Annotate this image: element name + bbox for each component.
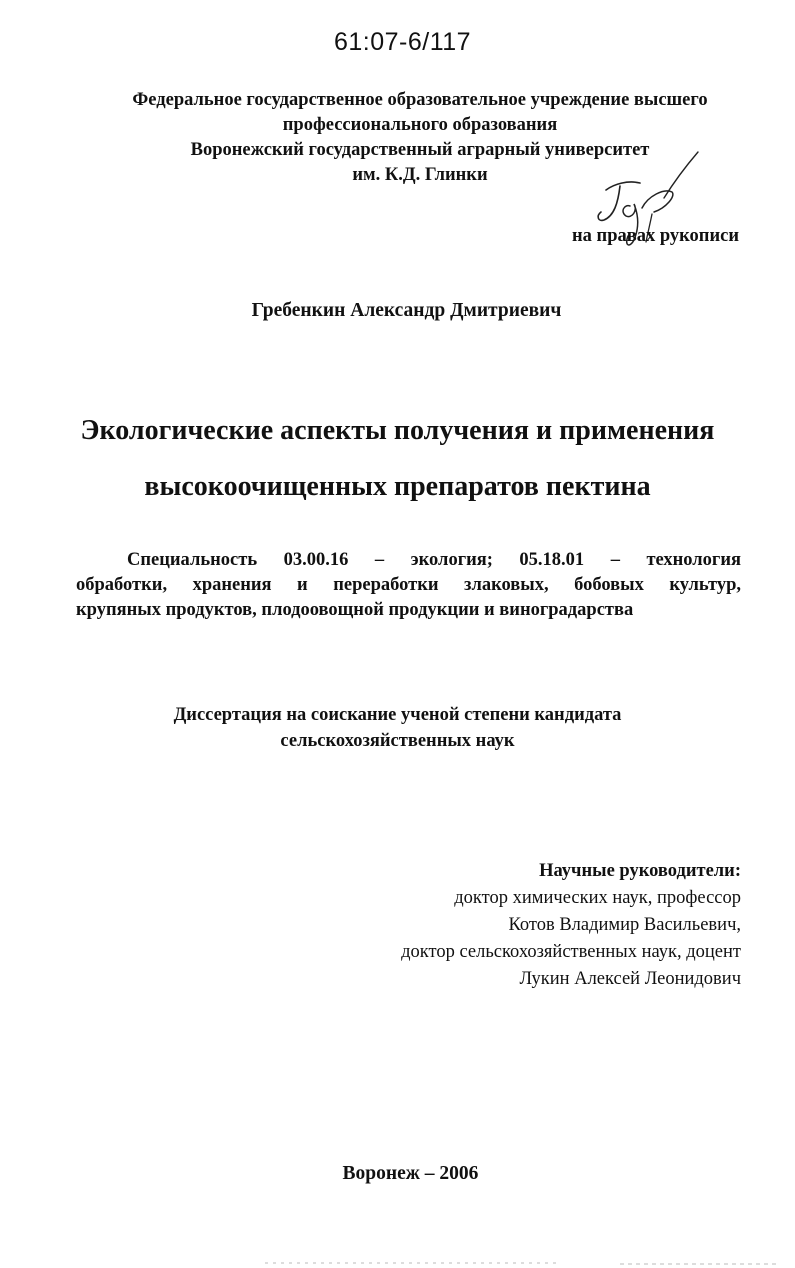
dissertation-title: [0, 403, 795, 515]
institution-line: профессионального образования: [282, 115, 558, 135]
institution-line: им. К.Д. Глинки: [352, 165, 488, 185]
specialty-line: Специальность 03.00.16 – экология; 05.18.01 – технология: [127, 550, 741, 570]
supervisor-line: доктор сельскохозяйственных наук, доцент: [401, 942, 741, 962]
scan-edge-artifact: [0, 1252, 795, 1268]
supervisor-line: Лукин Алексей Леонидович: [519, 969, 741, 989]
specialty-line: обработки, хранения и переработки злаковых, бобовых культур,: [76, 575, 741, 595]
supervisor-line: Котов Владимир Васильевич,: [508, 915, 741, 935]
author-name: Гребенкин Александр Дмитриевич: [251, 300, 562, 321]
manuscript-rights-note: на правах рукописи: [572, 226, 739, 246]
degree-line: сельскохозяйственных наук: [280, 731, 515, 751]
institution-line: Воронежский государственный аграрный университет: [190, 140, 650, 160]
archive-code: 61:07-6/117: [333, 28, 472, 56]
specialty-line: крупяных продуктов, плодоовощной продукции и виноградарства: [76, 600, 634, 620]
specialty-block: [76, 548, 741, 623]
supervisor-line: доктор химических наук, профессор: [454, 888, 741, 908]
city-year: Воронеж – 2006: [342, 1163, 479, 1184]
institution-line: Федеральное государственное образовательное учреждение высшего: [132, 90, 708, 110]
degree-line: Диссертация на соискание ученой степени кандидата: [173, 705, 622, 725]
title-line: Экологические аспекты получения и применения: [80, 415, 715, 446]
supervisors-block: [401, 858, 741, 993]
supervisors-heading: Научные руководители:: [539, 861, 741, 881]
title-line: высокоочищенных препаратов пектина: [144, 471, 651, 502]
degree-block: [0, 702, 795, 754]
